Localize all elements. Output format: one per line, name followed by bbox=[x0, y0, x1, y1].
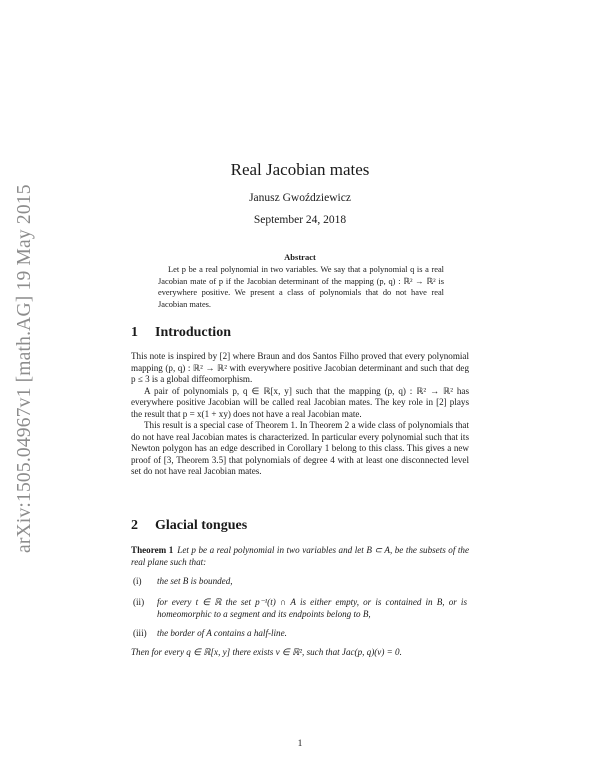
theorem-label: Theorem 1 bbox=[131, 545, 174, 555]
section-1-number: 1 bbox=[131, 325, 138, 340]
item-text: the set B is bounded, bbox=[157, 576, 233, 586]
section-2-number: 2 bbox=[131, 518, 138, 533]
section-1-body bbox=[131, 351, 469, 478]
item-text: the border of A contains a half-line. bbox=[157, 628, 287, 638]
abstract-body bbox=[158, 264, 444, 310]
theorem-statement: Let p be a real polynomial in two variables and let B ⊂ A, be the subsets of the real plane such that: bbox=[131, 545, 469, 567]
abstract-heading: Abstract bbox=[284, 252, 316, 262]
intro-paragraph-1: This note is inspired by [2] where Braun and dos Santos Filho proved that every polynomial mapping (p, q) : ℝ² → ℝ² with everywhere positive Jacobian determinant and such that deg p ≤ 3 is a global diffeomorphism. bbox=[131, 351, 469, 384]
intro-paragraph-2: A pair of polynomials p, q ∈ ℝ[x, y] such that the mapping (p, q) : ℝ² → ℝ² has everywhere positive Jacobian will be called real Jacobian mates. The key role in [2] plays the result that p = x(1 + xy) does not have a real Jacobian mate. bbox=[131, 385, 469, 419]
theorem-1 bbox=[131, 545, 469, 568]
page-number: 1 bbox=[297, 739, 303, 749]
paper-date: September 24, 2018 bbox=[253, 214, 347, 226]
item-text: for every t ∈ ℝ the set p⁻¹(t) ∩ A is either empty, or is contained in B, or is homeomorphic to a segment and its endpoints belong to B, bbox=[157, 597, 467, 619]
abstract-text: Let p be a real polynomial in two variables. We say that a polynomial q is a real Jacobian mate of p if the Jacobian determinant of the mapping (p, q) : ℝ² → ℝ² is everywhere positive. We present a class of polynomials that do not have real Jacobian mates. bbox=[158, 265, 444, 309]
item-marker: (ii) bbox=[133, 597, 145, 607]
theorem-item-ii bbox=[133, 597, 469, 620]
theorem-conclusion: Then for every q ∈ ℝ[x, y] there exists v ∈ ℝ², such that Jac(p, q)(v) = 0. bbox=[131, 647, 402, 657]
arxiv-identifier: arXiv:1505.04967v1 [math.AG] 19 May 2015 bbox=[14, 184, 35, 553]
intro-paragraph-3: This result is a special case of Theorem 1. In Theorem 2 a wide class of polynomials that do not have real Jacobian mates is characterized. In particular every polynomial such that its Newton polygon has an edge described in Corollary 1 belong to this class. This gives a new proof of [3, Theorem 3.5] that polynomials of degree 4 with at least one disconnected level set do not have real Jacobian mates. bbox=[131, 420, 469, 476]
paper-author: Janusz Gwoździewicz bbox=[249, 192, 351, 204]
theorem-item-iii bbox=[133, 628, 469, 640]
section-2-title: Glacial tongues bbox=[155, 518, 248, 533]
paper-title: Real Jacobian mates bbox=[230, 160, 370, 179]
section-1-title: Introduction bbox=[155, 325, 231, 340]
theorem-item-i bbox=[133, 576, 469, 588]
item-marker: (i) bbox=[133, 576, 142, 586]
section-1-heading bbox=[131, 325, 231, 341]
section-2-heading bbox=[131, 518, 247, 534]
item-marker: (iii) bbox=[133, 628, 147, 638]
